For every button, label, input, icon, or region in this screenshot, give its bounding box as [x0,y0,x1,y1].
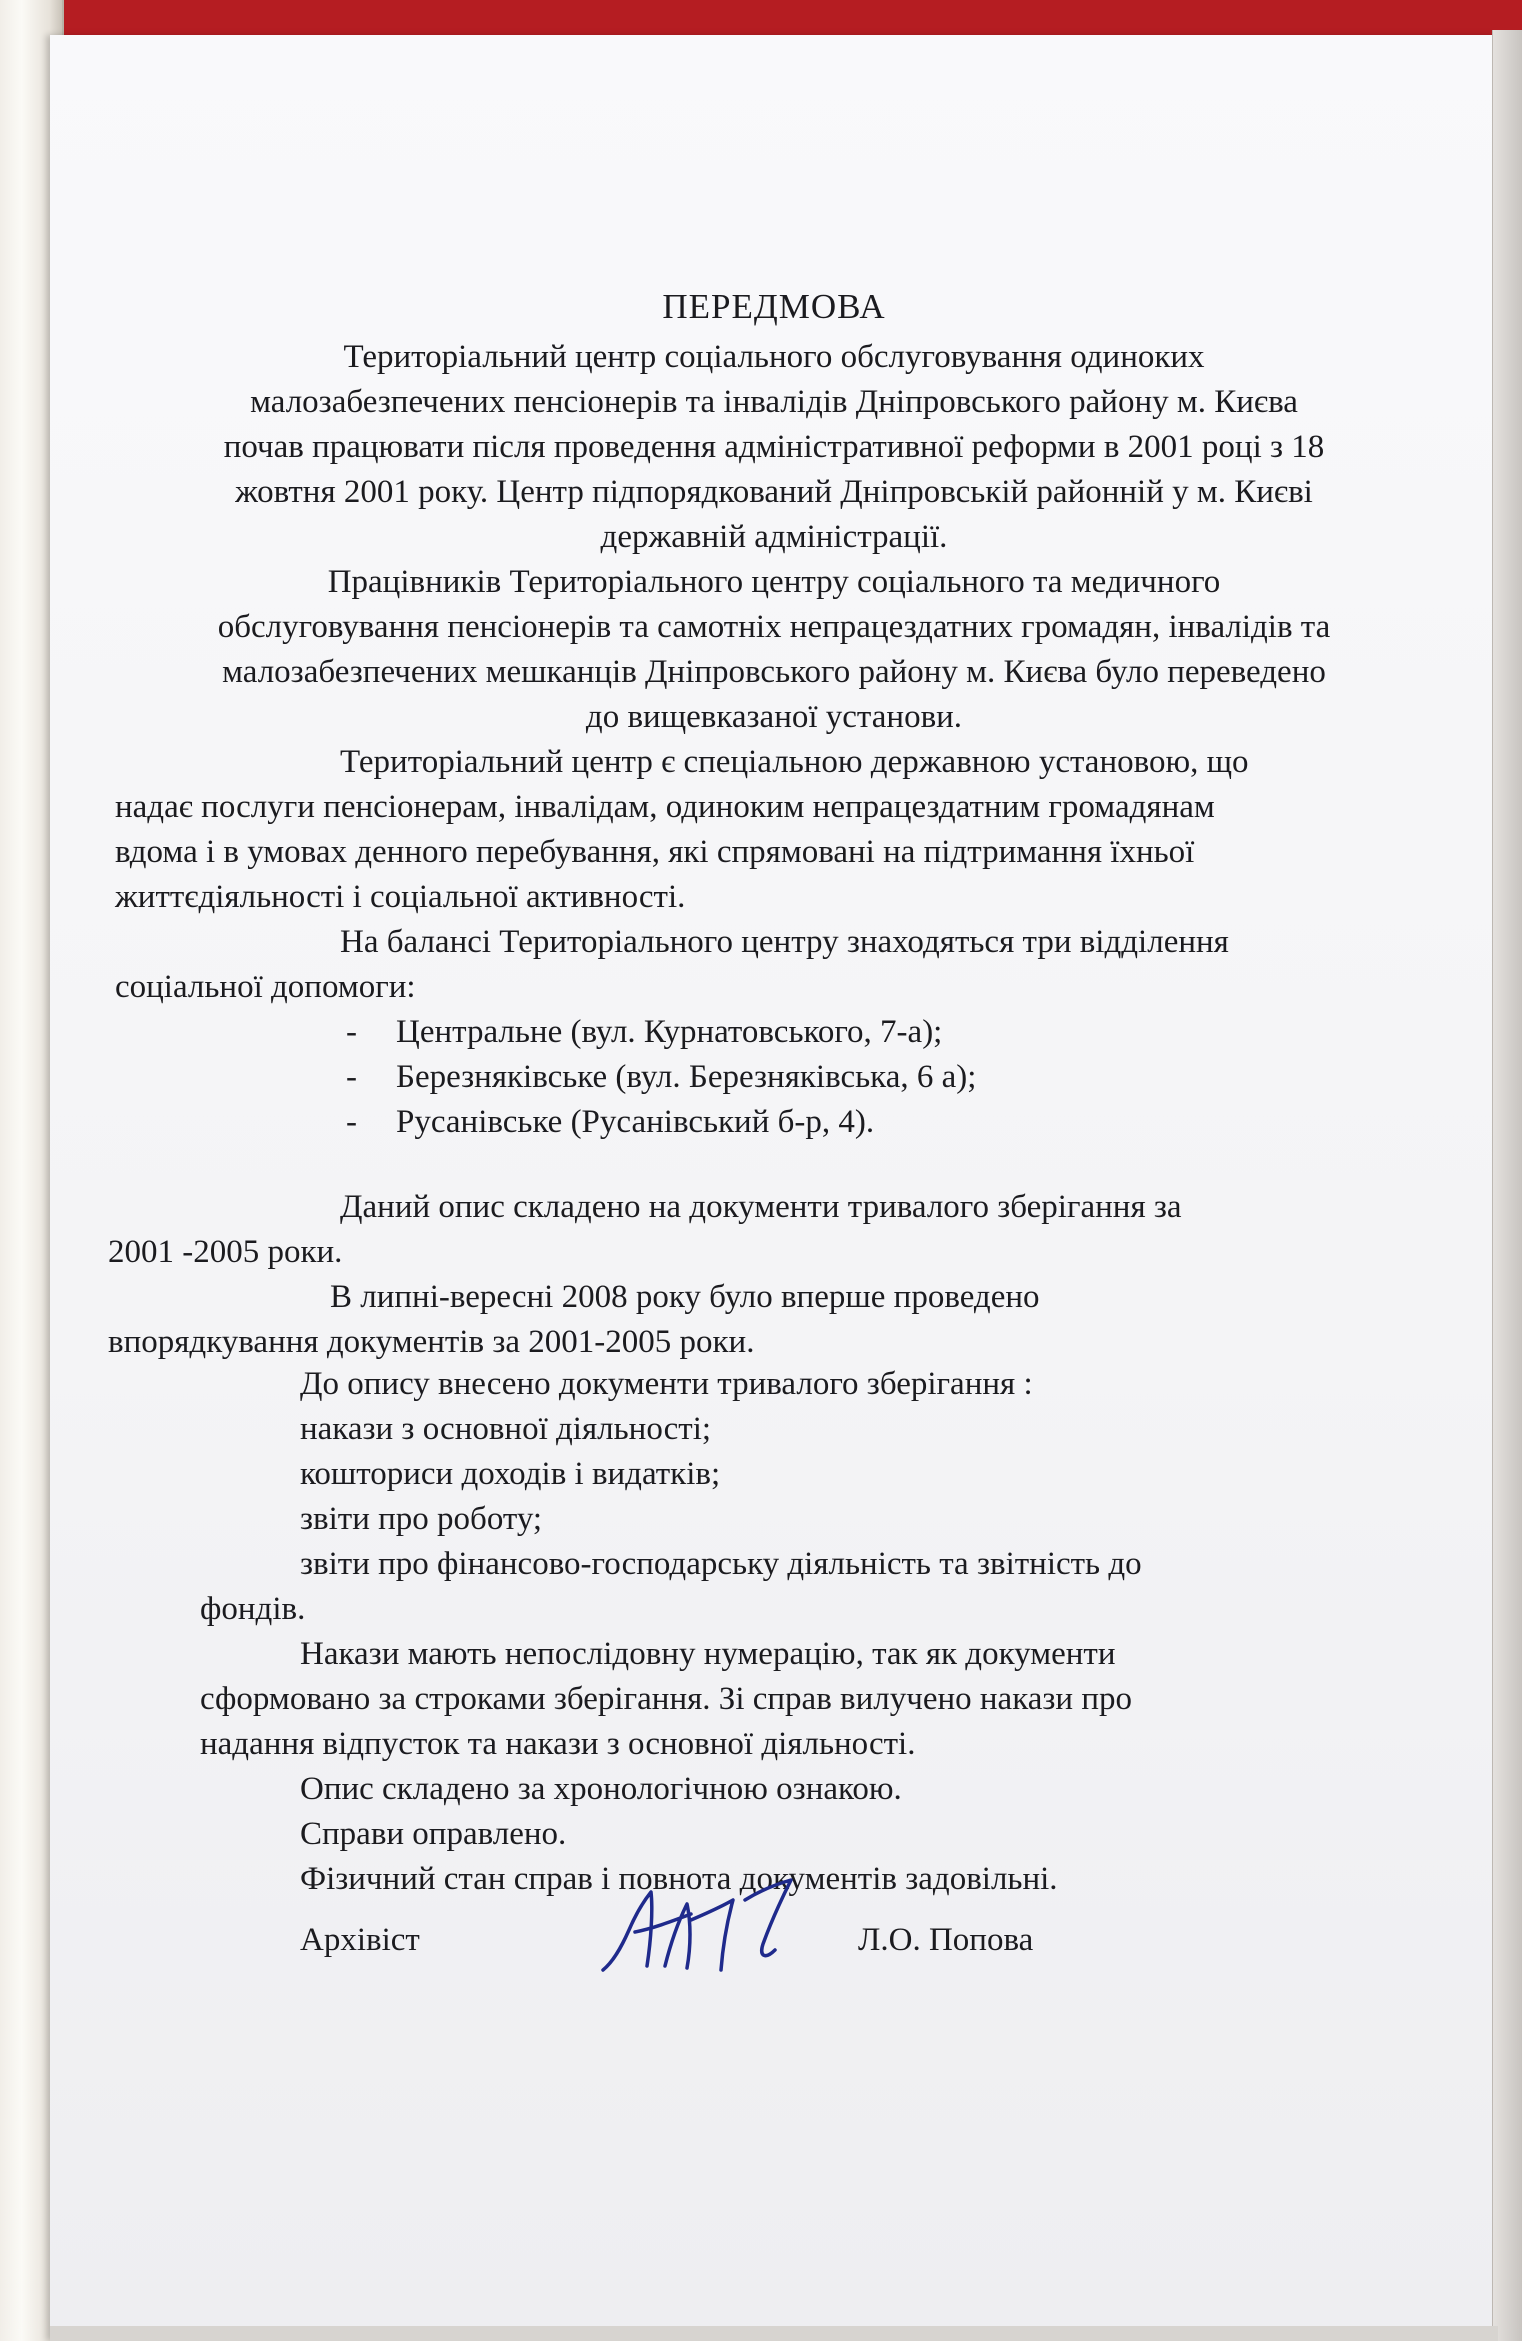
text-line: накази з основної діяльності; [300,1411,712,1447]
handwritten-signature [595,1870,825,1990]
branch-label: Центральне (вул. Курнатовського, 7-а); [396,1014,943,1050]
text-line: надання відпусток та накази з основної діяльності. [200,1726,916,1762]
text-line: фондів. [200,1591,306,1627]
bullet-dash: - [346,1059,357,1095]
branch-label: Русанівське (Русанівський б-р, 4). [396,1104,875,1140]
text-line: вдома і в умовах денного перебування, які спрямовані на підтримання їхньої [115,834,1195,870]
bullet-dash: - [346,1104,357,1140]
text-line: надає послуги пенсіонерам, інвалідам, одиноким непрацездатним громадянам [115,789,1215,825]
document [50,35,1498,2341]
list-item [346,1055,976,1099]
text-line: впорядкування документів за 2001-2005 роки. [108,1324,755,1360]
text-line: почав працювати після проведення адміністративної реформи в 2001 році з 18 [223,429,1325,465]
signer-name: Л.О. Попова [858,1922,1034,1958]
signer-role: Архівіст [300,1922,420,1958]
list-item [346,1100,874,1144]
text-line: Територіальний центр є спеціальною державною установою, що [340,744,1249,780]
text-line: обслуговування пенсіонерів та самотніх непрацездатних громадян, інвалідів та [217,609,1331,645]
bullet-dash: - [346,1014,357,1050]
text-line: малозабезпечених мешканців Дніпровського району м. Києва було переведено [222,654,1326,690]
text-line: Справи оправлено. [300,1816,567,1852]
text-line: Територіальний центр соціального обслуговування одиноких [343,339,1205,375]
document-title: ПЕРЕДМОВА [662,287,886,326]
text-line: життєдіяльності і соціальної активності. [115,879,686,915]
text-line: На балансі Територіального центру знаходяться три відділення [340,924,1229,960]
text-line: кошториси доходів і видатків; [300,1456,721,1492]
text-line: В липні-вересні 2008 року було вперше проведено [330,1279,1040,1315]
text-line: соціальної допомоги: [115,969,416,1005]
text-line: Опис складено за хронологічною ознакою. [300,1771,902,1807]
text-line: До опису внесено документи тривалого зберігання : [300,1366,1033,1402]
text-line: Працівників Територіального центру соціального та медичного [327,564,1221,600]
list-item [346,1010,942,1054]
text-line: до вищевказаної установи. [585,699,963,735]
text-line: звіти про роботу; [300,1501,543,1537]
text-line: звіти про фінансово-господарську діяльність та звітність до [300,1546,1142,1582]
text-line: Даний опис складено на документи тривалого зберігання за [340,1189,1182,1225]
text-line: державній адміністрації. [600,519,948,555]
text-line: Фізичний стан справ і повнота документів задовільні. [300,1861,1058,1897]
text-line: жовтня 2001 року. Центр підпорядкований Дніпровській районній у м. Києві [235,474,1313,510]
text-line: 2001 -2005 роки. [108,1234,343,1270]
text-line: сформовано за строками зберігання. Зі справ вилучено накази про [200,1681,1132,1717]
text-line: малозабезпечених пенсіонерів та інвалідів Дніпровського району м. Києва [250,384,1298,420]
text-line: Накази мають непослідовну нумерацію, так як документи [300,1636,1116,1672]
branch-label: Березняківське (вул. Березняківська, 6 а); [396,1059,977,1095]
